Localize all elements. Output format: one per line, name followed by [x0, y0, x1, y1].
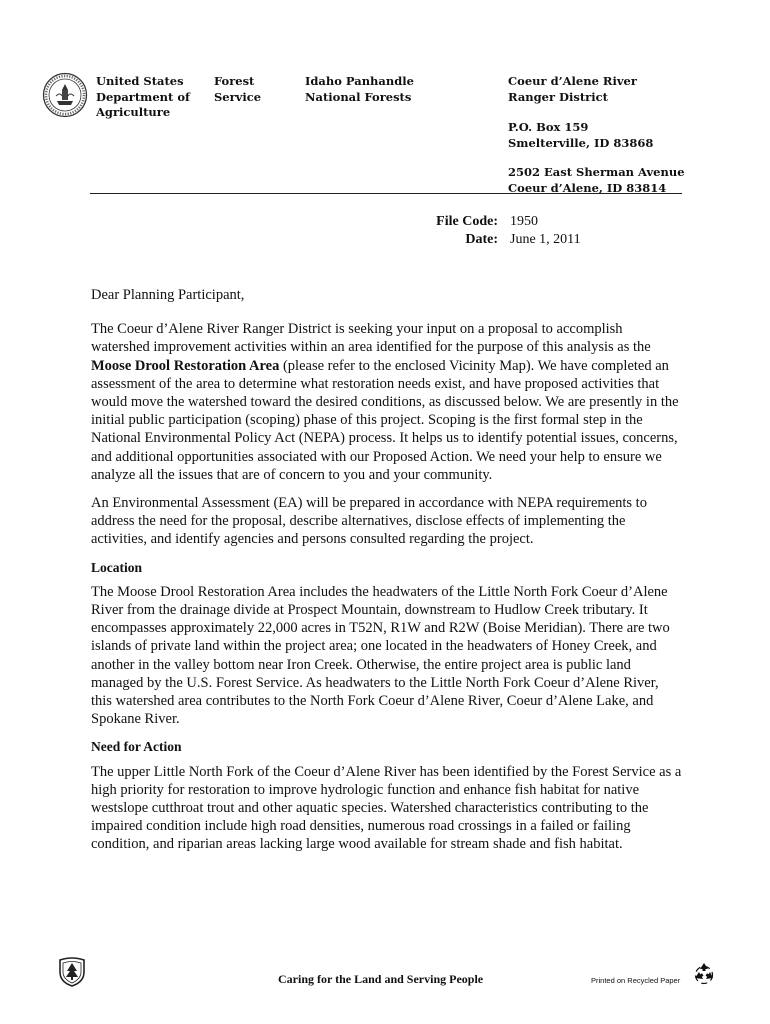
- need-for-action-paragraph: The upper Little North Fork of the Coeur d’Alene River has been identified by the Forest Service as a high priority for restoration to improve hydrologic function and enhance fish habitat for native westslope cutthroat trout and other aquatic species. Watershed characteristics contributing to the impaired condition include high road densities, numerous road crossings in a failed or failing condition, and riparian areas lacking large wood available for stream shade and fish habitat.: [91, 763, 682, 853]
- letter-body: [91, 286, 683, 864]
- recycle-icon: [692, 961, 716, 985]
- po-box-address: P.O. Box 159 Smelterville, ID 83868: [508, 120, 654, 150]
- national-forests-name: Idaho Panhandle National Forests: [305, 74, 414, 104]
- street-address: 2502 East Sherman Avenue Coeur d’Alene, ID 83814: [508, 165, 685, 195]
- file-code-label: File Code:: [436, 214, 498, 229]
- ranger-district-name: Coeur d’Alene River Ranger District: [508, 74, 637, 104]
- date-value: June 1, 2011: [510, 232, 581, 247]
- recycled-paper-note: Printed on Recycled Paper: [591, 976, 681, 985]
- usda-name: United States Department of Agriculture: [96, 74, 190, 119]
- file-info-values: [510, 213, 581, 249]
- header-divider: [90, 193, 682, 194]
- file-info-labels: [380, 213, 498, 249]
- date-label: Date:: [465, 232, 498, 247]
- intro-paragraph: The Coeur d’Alene River Ranger District is seeking your input on a proposal to accomplish watershed improvement activities within an area identified for the purpose of this analysis as the Moose Drool Restoration Area (please refer to the enclosed Vicinity Map). We have completed an assessment of the area to determine what restoration needs exist, and have proposed activities that would move the watershed toward the desired conditions, as discussed below. We are presently in the initial public participation (scoping) phase of this project. Scoping is the first formal step in the National Environmental Policy Act (NEPA) process. It helps us to identify potential issues, concerns, and additional opportunities associated with our Proposed Action. We need your help to ensure we analyze all the issues that are of concern to you and your community.: [91, 321, 679, 483]
- file-code-value: 1950: [510, 214, 538, 229]
- project-name: Moose Drool Restoration Area: [91, 357, 280, 374]
- need-for-action-heading: Need for Action: [91, 739, 182, 755]
- ea-paragraph: An Environmental Assessment (EA) will be prepared in accordance with NEPA requirements to address the need for the proposal, describe alternatives, disclose effects of implementing the activities, and identify agencies and persons consulted regarding the project.: [91, 495, 647, 548]
- salutation: Dear Planning Participant,: [91, 287, 245, 303]
- location-paragraph: The Moose Drool Restoration Area includes the headwaters of the Little North Fork Coeur d’Alene River from the drainage divide at Prospect Mountain, downstream to Hudlow Creek tributary. It encompasses approximately 22,000 acres in T52N, R1W and R2W (Boise Meridian). There are two islands of private land within the project area; one located in the headwaters of Honey Creek, and another in the valley bottom near Iron Creek. Otherwise, the entire project area is public land managed by the U.S. Forest Service. As headwaters to the Little North Fork Coeur d’Alene River, this watershed area contributes to the North Fork Coeur d’Alene River, Coeur d’Alene Lake, and Spokane River.: [91, 583, 670, 728]
- location-heading: Location: [91, 559, 143, 575]
- usda-seal-icon: [42, 72, 88, 118]
- forest-service-name: Forest Service: [214, 74, 262, 104]
- footer-motto: Caring for the Land and Serving People: [278, 972, 484, 986]
- forest-service-shield-icon: [58, 957, 86, 987]
